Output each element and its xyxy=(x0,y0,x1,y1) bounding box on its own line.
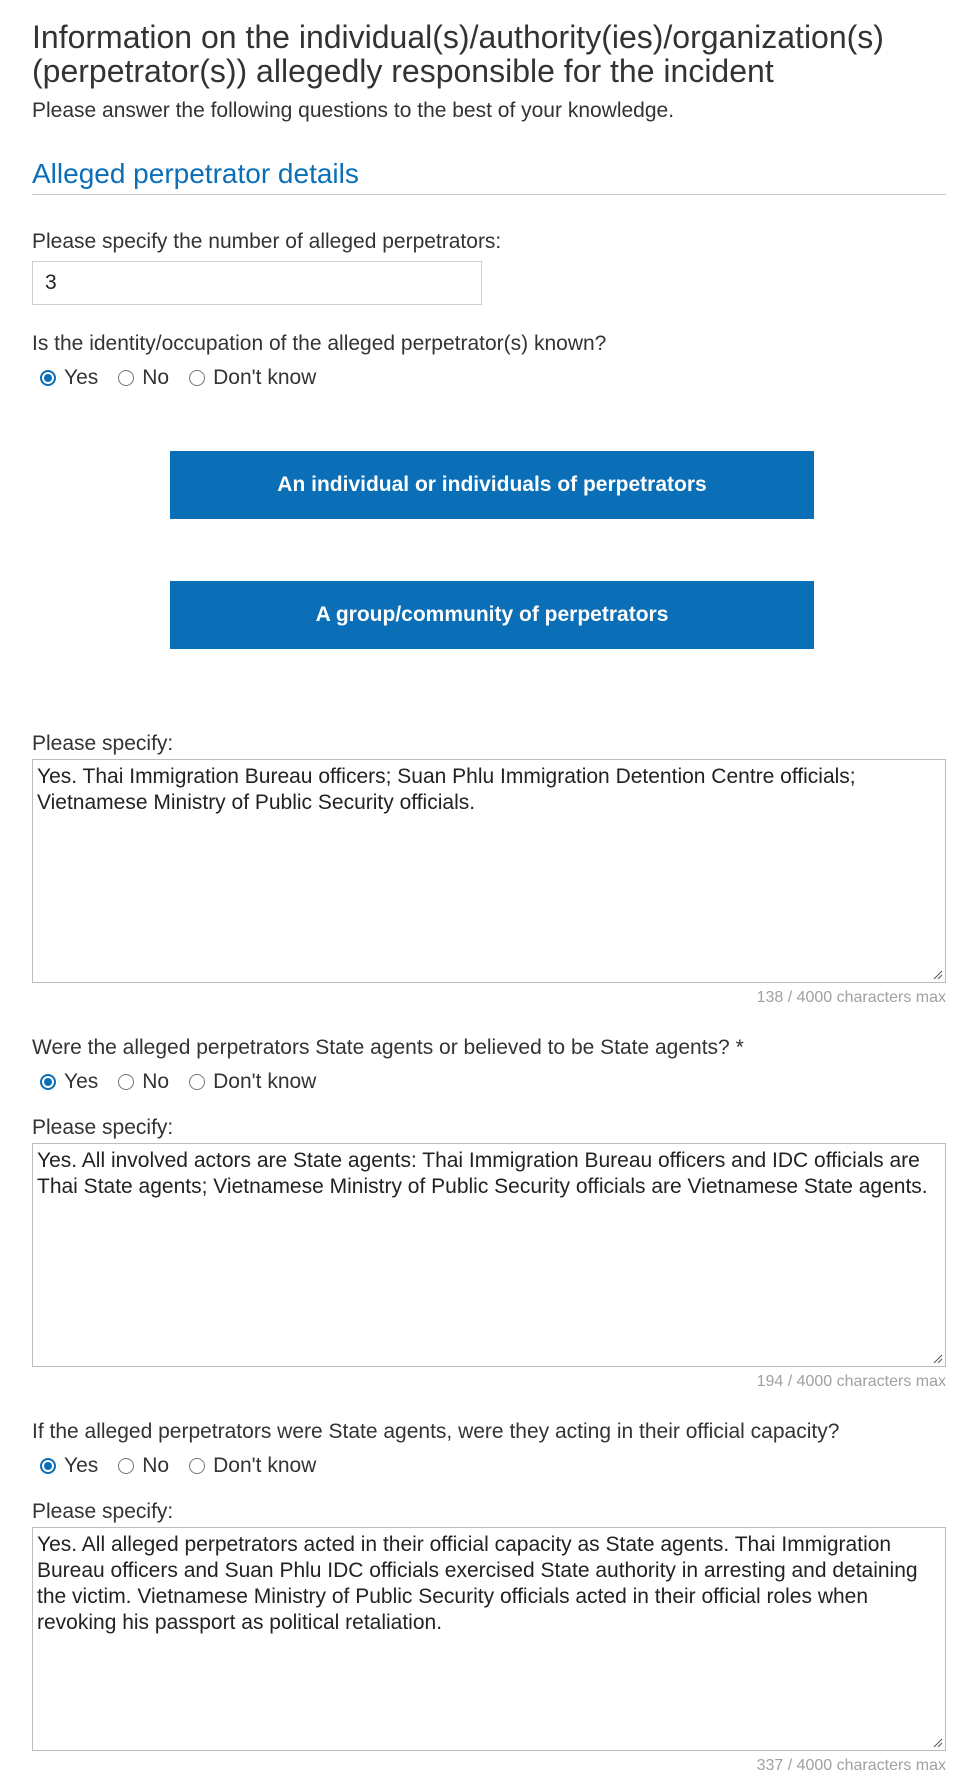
state-specify-text: Yes. All involved actors are State agents: Thai Immigration Bureau officers and IDC officials are Thai State agents; Vietnamese Ministry of Public Security officials are Vietnamese State agents. xyxy=(37,1149,928,1198)
page-title: Information on the individual(s)/authority(ies)/organization(s) (perpetrator(s)) allegedly responsible for the incident xyxy=(32,19,884,89)
radio-label: No xyxy=(142,366,170,389)
radio-label: Don't know xyxy=(213,366,317,389)
radio-unchecked-icon[interactable] xyxy=(118,1458,134,1474)
official-capacity-yes[interactable] xyxy=(32,1454,98,1478)
identity-specify-textarea[interactable] xyxy=(32,759,946,983)
official-specify-textarea[interactable] xyxy=(32,1527,946,1751)
perpetrator-count-input[interactable] xyxy=(32,261,482,305)
resize-handle-icon[interactable] xyxy=(931,968,943,980)
official-specify-text: Yes. All alleged perpetrators acted in their official capacity as State agents. Thai Immigration Bureau officers and Suan Phlu IDC officials exercised State authority in arresting and detaining the victim. Vietnamese Ministry of Public Security officials acted in their official roles when revoking his passport as political retaliation. xyxy=(37,1533,918,1634)
individual-perpetrators-button[interactable]: An individual or individuals of perpetrators xyxy=(170,451,814,519)
radio-label: No xyxy=(142,1070,170,1093)
group-perpetrators-button[interactable]: A group/community of perpetrators xyxy=(170,581,814,649)
radio-label: Don't know xyxy=(213,1454,317,1477)
state-agents-dont-know[interactable] xyxy=(181,1070,316,1094)
state-specify-label: Please specify: xyxy=(32,1116,174,1139)
state-specify-counter: 194 / 4000 characters max xyxy=(756,1373,946,1390)
official-capacity-dont-know[interactable] xyxy=(181,1454,316,1478)
radio-checked-icon[interactable] xyxy=(40,1458,56,1474)
official-capacity-radio-group xyxy=(32,1451,946,1481)
identity-specify-label: Please specify: xyxy=(32,732,174,755)
state-agents-radio-group xyxy=(32,1067,946,1097)
identity-known-label: Is the identity/occupation of the alleged perpetrator(s) known? xyxy=(32,332,607,355)
identity-known-no[interactable] xyxy=(110,366,169,390)
radio-unchecked-icon[interactable] xyxy=(118,370,134,386)
official-specify-counter: 337 / 4000 characters max xyxy=(756,1757,946,1774)
radio-label: Yes xyxy=(64,1454,99,1477)
identity-known-yes[interactable] xyxy=(32,366,98,390)
radio-label: Yes xyxy=(64,1070,99,1093)
radio-unchecked-icon[interactable] xyxy=(189,370,205,386)
official-specify-label: Please specify: xyxy=(32,1500,174,1523)
radio-label: Don't know xyxy=(213,1070,317,1093)
section-heading: Alleged perpetrator details xyxy=(32,156,946,195)
state-specify-textarea[interactable] xyxy=(32,1143,946,1367)
resize-handle-icon[interactable] xyxy=(931,1736,943,1748)
radio-checked-icon[interactable] xyxy=(40,1074,56,1090)
official-capacity-label: If the alleged perpetrators were State agents, were they acting in their official capacity? xyxy=(32,1420,840,1443)
radio-label: Yes xyxy=(64,366,99,389)
state-agents-label: Were the alleged perpetrators State agents or believed to be State agents? * xyxy=(32,1036,744,1059)
state-agents-yes[interactable] xyxy=(32,1070,98,1094)
radio-label: No xyxy=(142,1454,170,1477)
radio-checked-icon[interactable] xyxy=(40,370,56,386)
official-capacity-no[interactable] xyxy=(110,1454,169,1478)
radio-unchecked-icon[interactable] xyxy=(189,1458,205,1474)
page-subtitle: Please answer the following questions to the best of your knowledge. xyxy=(32,99,675,122)
identity-specify-counter: 138 / 4000 characters max xyxy=(756,989,946,1006)
perpetrator-count-label: Please specify the number of alleged perpetrators: xyxy=(32,230,502,253)
resize-handle-icon[interactable] xyxy=(931,1352,943,1364)
identity-known-radio-group xyxy=(32,363,946,393)
state-agents-no[interactable] xyxy=(110,1070,169,1094)
radio-unchecked-icon[interactable] xyxy=(189,1074,205,1090)
identity-specify-text: Yes. Thai Immigration Bureau officers; Suan Phlu Immigration Detention Centre officials; Vietnamese Ministry of Public Security officials. xyxy=(37,765,856,814)
identity-known-dont-know[interactable] xyxy=(181,366,316,390)
radio-unchecked-icon[interactable] xyxy=(118,1074,134,1090)
